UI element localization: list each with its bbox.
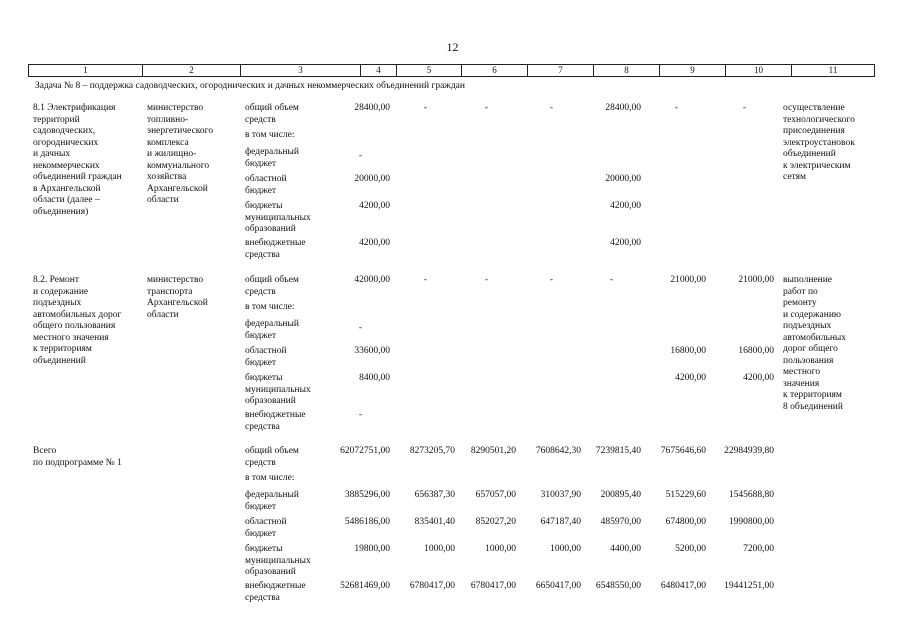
header-col-5: 5 [397, 65, 462, 76]
amount-cell: 657057,00 [475, 490, 516, 500]
header-col-10: 10 [726, 65, 792, 76]
amount-cell: 6548550,00 [595, 581, 641, 591]
amount-cell: 7200,00 [743, 544, 774, 554]
amount-cell: - [742, 103, 746, 113]
header-col-8: 8 [594, 65, 660, 76]
column-number-header [28, 64, 875, 77]
amount-cell: 21000,00 [738, 275, 774, 285]
measure-name: Всего по подпрограмме № 1 [33, 446, 122, 468]
amount-cell: 4200,00 [610, 201, 641, 211]
funding-source-label: внебюджетные средства [245, 238, 306, 260]
amount-cell: - [549, 275, 553, 285]
amount-cell: 8273205,70 [409, 446, 455, 456]
amount-cell: 1000,00 [550, 544, 581, 554]
amount-cell: - [358, 323, 362, 333]
measure-name: 8.2. Ремонт и содержание подъездных автомобильных дорог общего пользования местного значения к территориям объединений [33, 275, 122, 366]
amount-cell: 7239815,40 [595, 446, 641, 456]
funding-source-label: общий объем средств [245, 103, 299, 125]
amount-cell: 19441251,00 [724, 581, 774, 591]
header-col-4: 4 [361, 65, 397, 76]
header-col-6: 6 [462, 65, 528, 76]
amount-cell: 3885296,00 [344, 490, 390, 500]
header-col-9: 9 [660, 65, 726, 76]
amount-cell: 6780417,00 [470, 581, 516, 591]
amount-cell: 852027,20 [475, 517, 516, 527]
amount-cell: 28400,00 [354, 103, 390, 113]
amount-cell: 28400,00 [605, 103, 641, 113]
measure-name: 8.1 Электрификация территорий садоводческих, огороднических и дачных некоммерческих объединений граждан в Архангельской области (далее – объединения) [33, 103, 122, 217]
funding-source-label: федеральный бюджет [245, 319, 299, 341]
funding-source-label: федеральный бюджет [245, 147, 299, 169]
funding-source-label: в том числе: [245, 130, 295, 140]
amount-cell: 21000,00 [670, 275, 706, 285]
amount-cell: 1545688,80 [728, 490, 774, 500]
funding-source-label: бюджеты муниципальных образований [245, 201, 311, 234]
expected-result: осуществление технологического присоединения электроустановок объединений к электрическим сетям [783, 103, 855, 182]
amount-cell: 4400,00 [610, 544, 641, 554]
amount-cell: 5200,00 [675, 544, 706, 554]
amount-cell: - [358, 410, 362, 420]
amount-cell: 8290501,20 [470, 446, 516, 456]
amount-cell: 6780417,00 [409, 581, 455, 591]
amount-cell: 1000,00 [424, 544, 455, 554]
funding-source-label: общий объем средств [245, 275, 299, 297]
amount-cell: 33600,00 [354, 346, 390, 356]
funding-source-label: внебюджетные средства [245, 581, 306, 603]
header-col-2: 2 [143, 65, 241, 76]
amount-cell: 62072751,00 [340, 446, 390, 456]
amount-cell: - [423, 275, 427, 285]
amount-cell: 8400,00 [359, 373, 390, 383]
amount-cell: 835401,40 [414, 517, 455, 527]
amount-cell: 20000,00 [605, 174, 641, 184]
amount-cell: 4200,00 [359, 238, 390, 248]
amount-cell: 4200,00 [359, 201, 390, 211]
funding-source-label: областной бюджет [245, 174, 287, 196]
funding-source-label: областной бюджет [245, 517, 287, 539]
amount-cell: 4200,00 [610, 238, 641, 248]
header-col-3: 3 [241, 65, 361, 76]
amount-cell: 6480417,00 [660, 581, 706, 591]
amount-cell: 6650417,00 [535, 581, 581, 591]
page-number: 12 [446, 40, 459, 54]
funding-source-label: областной бюджет [245, 346, 287, 368]
amount-cell: - [609, 275, 613, 285]
header-col-1: 1 [29, 65, 143, 76]
expected-result: выполнение работ по ремонту и содержанию подъездных автомобильных дорог общего пользования местного значения к территориям 8 объединений [783, 275, 847, 412]
amount-cell: 1000,00 [485, 544, 516, 554]
amount-cell: 16800,00 [738, 346, 774, 356]
funding-source-label: общий объем средств [245, 446, 299, 468]
amount-cell: 310037,90 [540, 490, 581, 500]
amount-cell: 7608642,30 [535, 446, 581, 456]
amount-cell: 647187,40 [540, 517, 581, 527]
amount-cell: - [674, 103, 678, 113]
amount-cell: 42000,00 [354, 275, 390, 285]
amount-cell: 16800,00 [670, 346, 706, 356]
amount-cell: 7675646,60 [660, 446, 706, 456]
task-title: Задача № 8 – поддержка садоводческих, огороднических и дачных некоммерческих объединений граждан [35, 81, 465, 91]
executor-name: министерство транспорта Архангельской области [147, 275, 208, 320]
amount-cell: - [423, 103, 427, 113]
amount-cell: 22984939,80 [724, 446, 774, 456]
amount-cell: 515229,60 [665, 490, 706, 500]
amount-cell: - [358, 151, 362, 161]
amount-cell: - [549, 103, 553, 113]
amount-cell: 674800,00 [665, 517, 706, 527]
amount-cell: 485970,00 [600, 517, 641, 527]
header-col-11: 11 [828, 65, 838, 75]
funding-source-label: бюджеты муниципальных образований [245, 544, 311, 577]
amount-cell: 5486186,00 [344, 517, 390, 527]
executor-name: министерство топливно- энергетического комплекса и жилищно- коммунального хозяйства Архангельской области [147, 103, 214, 205]
funding-source-label: бюджеты муниципальных образований [245, 373, 311, 406]
amount-cell: 4200,00 [675, 373, 706, 383]
amount-cell: - [484, 275, 488, 285]
amount-cell: 19800,00 [354, 544, 390, 554]
amount-cell: 656387,30 [414, 490, 455, 500]
amount-cell: - [484, 103, 488, 113]
amount-cell: 200895,40 [600, 490, 641, 500]
header-col-7: 7 [528, 65, 594, 76]
amount-cell: 4200,00 [743, 373, 774, 383]
amount-cell: 1990800,00 [728, 517, 774, 527]
funding-source-label: в том числе: [245, 473, 295, 483]
amount-cell: 52681469,00 [340, 581, 390, 591]
amount-cell: 20000,00 [354, 174, 390, 184]
funding-source-label: федеральный бюджет [245, 490, 299, 512]
funding-source-label: внебюджетные средства [245, 410, 306, 432]
funding-source-label: в том числе: [245, 302, 295, 312]
